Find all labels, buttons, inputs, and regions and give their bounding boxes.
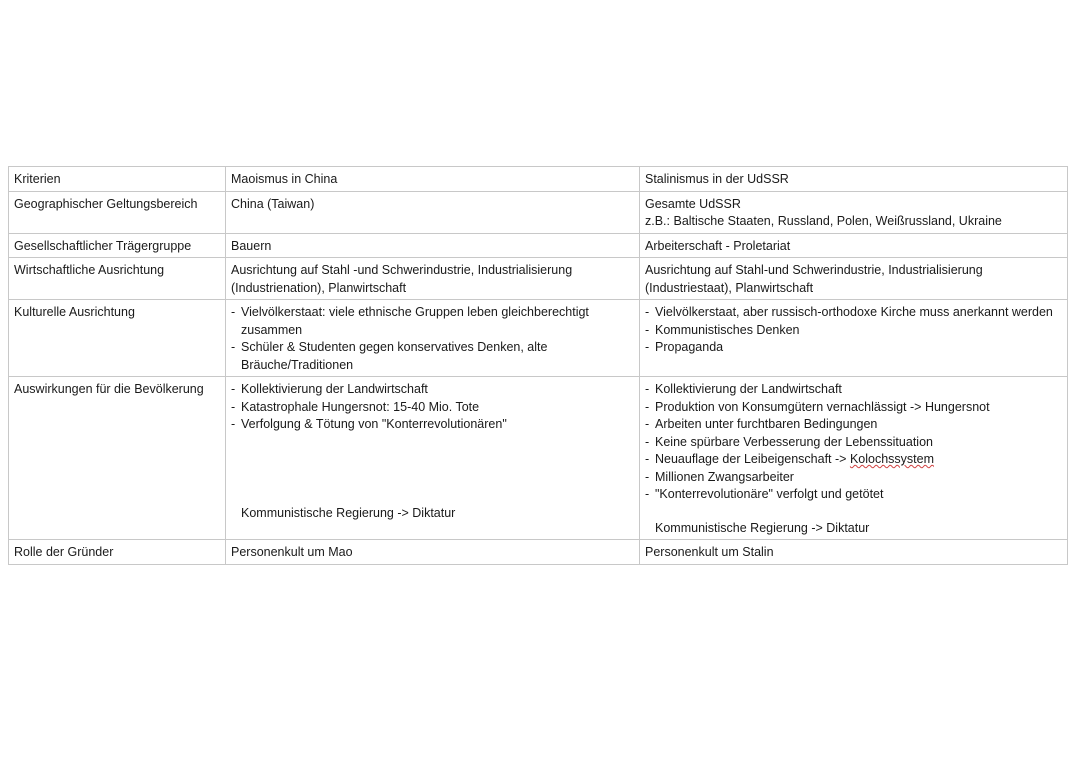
list-item: - Arbeiten unter furchtbaren Bedingungen bbox=[645, 416, 1062, 434]
list-item: - Vielvölkerstaat: viele ethnische Gruppen leben gleichberechtigt zusammen bbox=[231, 304, 634, 339]
cell-stalin-auswirkungen bbox=[640, 377, 1068, 540]
table-row-geographie bbox=[9, 191, 1068, 233]
header-stalinismus: Stalinismus in der UdSSR bbox=[640, 167, 1068, 192]
list-item: - Millionen Zwangsarbeiter bbox=[645, 469, 1062, 487]
mao-auswirkungen-list bbox=[231, 381, 634, 434]
cell-mao-traegergruppe: Bauern bbox=[226, 233, 640, 258]
header-kriterien: Kriterien bbox=[9, 167, 226, 192]
stalin-auswirkungen-list bbox=[645, 381, 1062, 504]
list-item-neuauflage bbox=[645, 451, 1062, 469]
list-item: - Kollektivierung der Landwirtschaft bbox=[231, 381, 634, 399]
header-maoismus: Maoismus in China bbox=[226, 167, 640, 192]
list-item: - "Konterrevolutionäre" verfolgt und getötet bbox=[645, 486, 1062, 504]
comparison-table bbox=[8, 166, 1068, 565]
table-row-traegergruppe bbox=[9, 233, 1068, 258]
cell-mao-geographie: China (Taiwan) bbox=[226, 191, 640, 233]
table-row-wirtschaft bbox=[9, 258, 1068, 300]
mao-kultur-list bbox=[231, 304, 634, 374]
row-label-geographie: Geographischer Geltungsbereich bbox=[9, 191, 226, 233]
stalin-geo-line-1: Gesamte UdSSR bbox=[645, 196, 741, 211]
stalin-kultur-list bbox=[645, 304, 1062, 357]
neuauflage-text: Neuauflage der Leibeigenschaft -> bbox=[655, 452, 850, 466]
list-item: - Propaganda bbox=[645, 339, 1062, 357]
kolochssystem-word: Kolochssystem bbox=[849, 452, 934, 466]
row-label-traegergruppe: Gesellschaftlicher Trägergruppe bbox=[9, 233, 226, 258]
table-header-row bbox=[9, 167, 1068, 192]
list-item: - Kollektivierung der Landwirtschaft bbox=[645, 381, 1062, 399]
list-item: - Katastrophale Hungersnot: 15-40 Mio. Tote bbox=[231, 399, 634, 417]
list-item: - Verfolgung & Tötung von "Konterrevolutionären" bbox=[231, 416, 634, 434]
row-label-gruender: Rolle der Gründer bbox=[9, 540, 226, 565]
cell-mao-wirtschaft: Ausrichtung auf Stahl -und Schwerindustrie, Industrialisierung (Industrienation), Planwirtschaft bbox=[226, 258, 640, 300]
stalin-conclusion: Kommunistische Regierung -> Diktatur bbox=[655, 520, 870, 535]
row-label-kultur: Kulturelle Ausrichtung bbox=[9, 300, 226, 377]
cell-stalin-wirtschaft: Ausrichtung auf Stahl-und Schwerindustrie, Industrialisierung (Industriestaat), Planwirtschaft bbox=[640, 258, 1068, 300]
cell-mao-auswirkungen bbox=[226, 377, 640, 540]
list-item: - Produktion von Konsumgütern vernachlässigt -> Hungersnot bbox=[645, 399, 1062, 417]
list-item: - Keine spürbare Verbesserung der Lebenssituation bbox=[645, 434, 1062, 452]
cell-mao-gruender: Personenkult um Mao bbox=[226, 540, 640, 565]
cell-stalin-geographie bbox=[640, 191, 1068, 233]
cell-stalin-traegergruppe: Arbeiterschaft - Proletariat bbox=[640, 233, 1068, 258]
list-item: - Kommunistisches Denken bbox=[645, 322, 1062, 340]
cell-mao-kultur bbox=[226, 300, 640, 377]
table-row-gruender bbox=[9, 540, 1068, 565]
cell-stalin-gruender: Personenkult um Stalin bbox=[640, 540, 1068, 565]
mao-conclusion: Kommunistische Regierung -> Diktatur bbox=[241, 505, 456, 520]
table-row-kultur bbox=[9, 300, 1068, 377]
list-item: - Schüler & Studenten gegen konservatives Denken, alte Bräuche/Traditionen bbox=[231, 339, 634, 374]
row-label-auswirkungen: Auswirkungen für die Bevölkerung bbox=[9, 377, 226, 540]
table-row-auswirkungen bbox=[9, 377, 1068, 540]
stalin-geo-line-2: z.B.: Baltische Staaten, Russland, Polen, Weißrussland, Ukraine bbox=[645, 214, 1002, 228]
cell-stalin-kultur bbox=[640, 300, 1068, 377]
list-item: - Vielvölkerstaat, aber russisch-orthodoxe Kirche muss anerkannt werden bbox=[645, 304, 1062, 322]
row-label-wirtschaft: Wirtschaftliche Ausrichtung bbox=[9, 258, 226, 300]
